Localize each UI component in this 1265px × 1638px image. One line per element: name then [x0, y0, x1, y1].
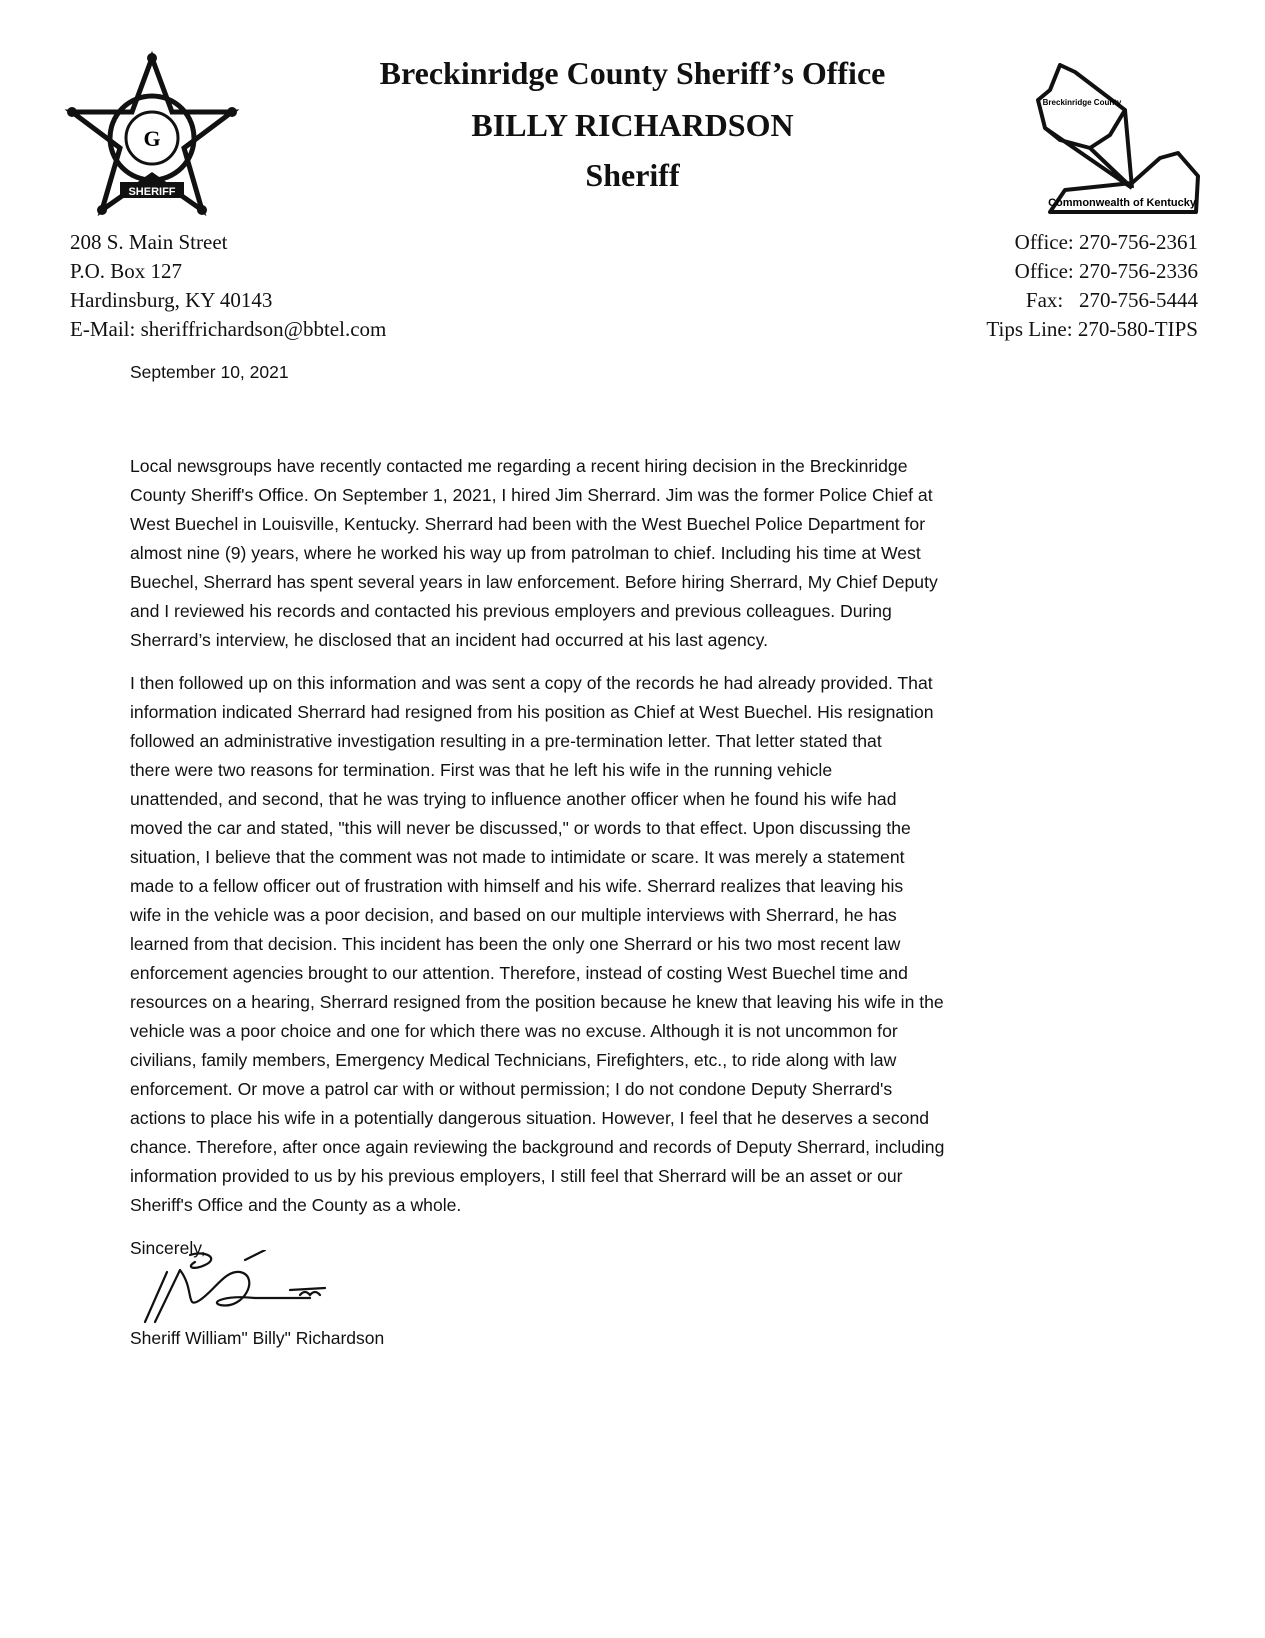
paragraph-line: chance. Therefore, after once again reviewing the background and records of Deputy Sherrard, including: [130, 1137, 945, 1157]
paragraph-line: resources on a hearing, Sherrard resigned from the position because he knew that leaving his wife in the: [130, 992, 944, 1012]
paragraph-line: followed an administrative investigation resulting in a pre-termination letter. That letter stated that: [130, 731, 882, 751]
sheriff-name: BILLY RICHARDSON: [471, 107, 794, 143]
paragraph-line: Buechel, Sherrard has spent several years in law enforcement. Before hiring Sherrard, My Chief Deputy: [130, 572, 938, 592]
paragraph-line: I then followed up on this information and was sent a copy of the records he had already provided. That: [130, 673, 933, 693]
body-paragraph: [130, 452, 1090, 655]
address-street: 208 S. Main Street: [70, 230, 228, 254]
paragraph-line: almost nine (9) years, where he worked his way up from patrolman to chief. Including his time at West: [130, 543, 921, 563]
paragraph-line: information indicated Sherrard had resigned from his position as Chief at West Buechel. His resignation: [130, 702, 934, 722]
paragraph-line: information provided to us by his previous employers, I still feel that Sherrard will be an asset or our: [130, 1166, 903, 1186]
paragraph-line: Sherrard’s interview, he disclosed that an incident had occurred at his last agency.: [130, 630, 768, 650]
kentucky-county-map-logo: [1020, 50, 1200, 215]
paragraph-line: West Buechel in Louisville, Kentucky. Sherrard had been with the West Buechel Police Department for: [130, 514, 926, 534]
map-label-county: Breckinridge County: [1042, 98, 1122, 107]
address-email: E-Mail: sheriffrichardson@bbtel.com: [70, 317, 387, 341]
paragraph-line: and I reviewed his records and contacted his previous employers and previous colleagues. During: [130, 601, 892, 621]
paragraph-line: Sheriff's Office and the County as a whole.: [130, 1195, 462, 1215]
address-po-box: P.O. Box 127: [70, 259, 183, 283]
address-block: [70, 228, 386, 344]
paragraph-line: wife in the vehicle was a poor decision, and based on our multiple interviews with Sherrard, he has: [130, 905, 897, 925]
sheriff-title: Sheriff: [585, 157, 680, 193]
phone-office-2: Office: 270-756-2336: [1014, 259, 1198, 283]
signer-name: Sheriff William" Billy" Richardson: [130, 1328, 385, 1348]
paragraph-line: actions to place his wife in a potentially dangerous situation. However, I feel that he deserves a second: [130, 1108, 930, 1128]
letter-body: [130, 452, 1090, 1234]
paragraph-line: civilians, family members, Emergency Medical Technicians, Firefighters, etc., to ride along with law: [130, 1050, 897, 1070]
letter-date: September 10, 2021: [130, 362, 289, 382]
office-name: Breckinridge County Sheriff’s Office: [379, 55, 886, 91]
svg-text:SHERIFF: SHERIFF: [128, 186, 176, 198]
paragraph-line: situation, I believe that the comment was not made to intimidate or scare. It was merely a statement: [130, 847, 905, 867]
paragraph-line: enforcement. Or move a patrol car with or without permission; I do not condone Deputy Sherrard's: [130, 1079, 893, 1099]
paragraph-line: vehicle was a poor choice and one for which there was no excuse. Although it is not uncommon for: [130, 1021, 898, 1041]
paragraph-line: unattended, and second, that he was trying to influence another officer when he found his wife had: [130, 789, 897, 809]
body-paragraph: [130, 669, 1090, 1220]
phone-block: [986, 228, 1198, 344]
phone-office-1: Office: 270-756-2361: [1014, 230, 1198, 254]
paragraph-line: moved the car and stated, "this will never be discussed," or words to that effect. Upon discussing the: [130, 818, 911, 838]
paragraph-line: learned from that decision. This incident has been the only one Sherrard or his two most recent law: [130, 934, 901, 954]
paragraph-line: enforcement agencies brought to our attention. Therefore, instead of costing West Buechel time and: [130, 963, 908, 983]
paragraph-line: made to a fellow officer out of frustration with himself and his wife. Sherrard realizes that leaving his: [130, 876, 904, 896]
handwritten-signature: [125, 1250, 345, 1330]
phone-tips: Tips Line: 270-580-TIPS: [986, 317, 1198, 341]
svg-text:G: G: [143, 126, 161, 151]
closing: Sincerely,: [130, 1238, 206, 1258]
paragraph-line: Local newsgroups have recently contacted me regarding a recent hiring decision in the Breckinridge: [130, 456, 908, 476]
phone-fax: Fax: 270-756-5444: [1025, 288, 1198, 312]
address-city: Hardinsburg, KY 40143: [70, 288, 273, 312]
paragraph-line: there were two reasons for termination. First was that he left his wife in the running vehicle: [130, 760, 833, 780]
paragraph-line: County Sheriff's Office. On September 1, 2021, I hired Jim Sherrard. Jim was the former Police Chief at: [130, 485, 933, 505]
map-label-state: Commonwealth of Kentucky: [1048, 197, 1196, 209]
